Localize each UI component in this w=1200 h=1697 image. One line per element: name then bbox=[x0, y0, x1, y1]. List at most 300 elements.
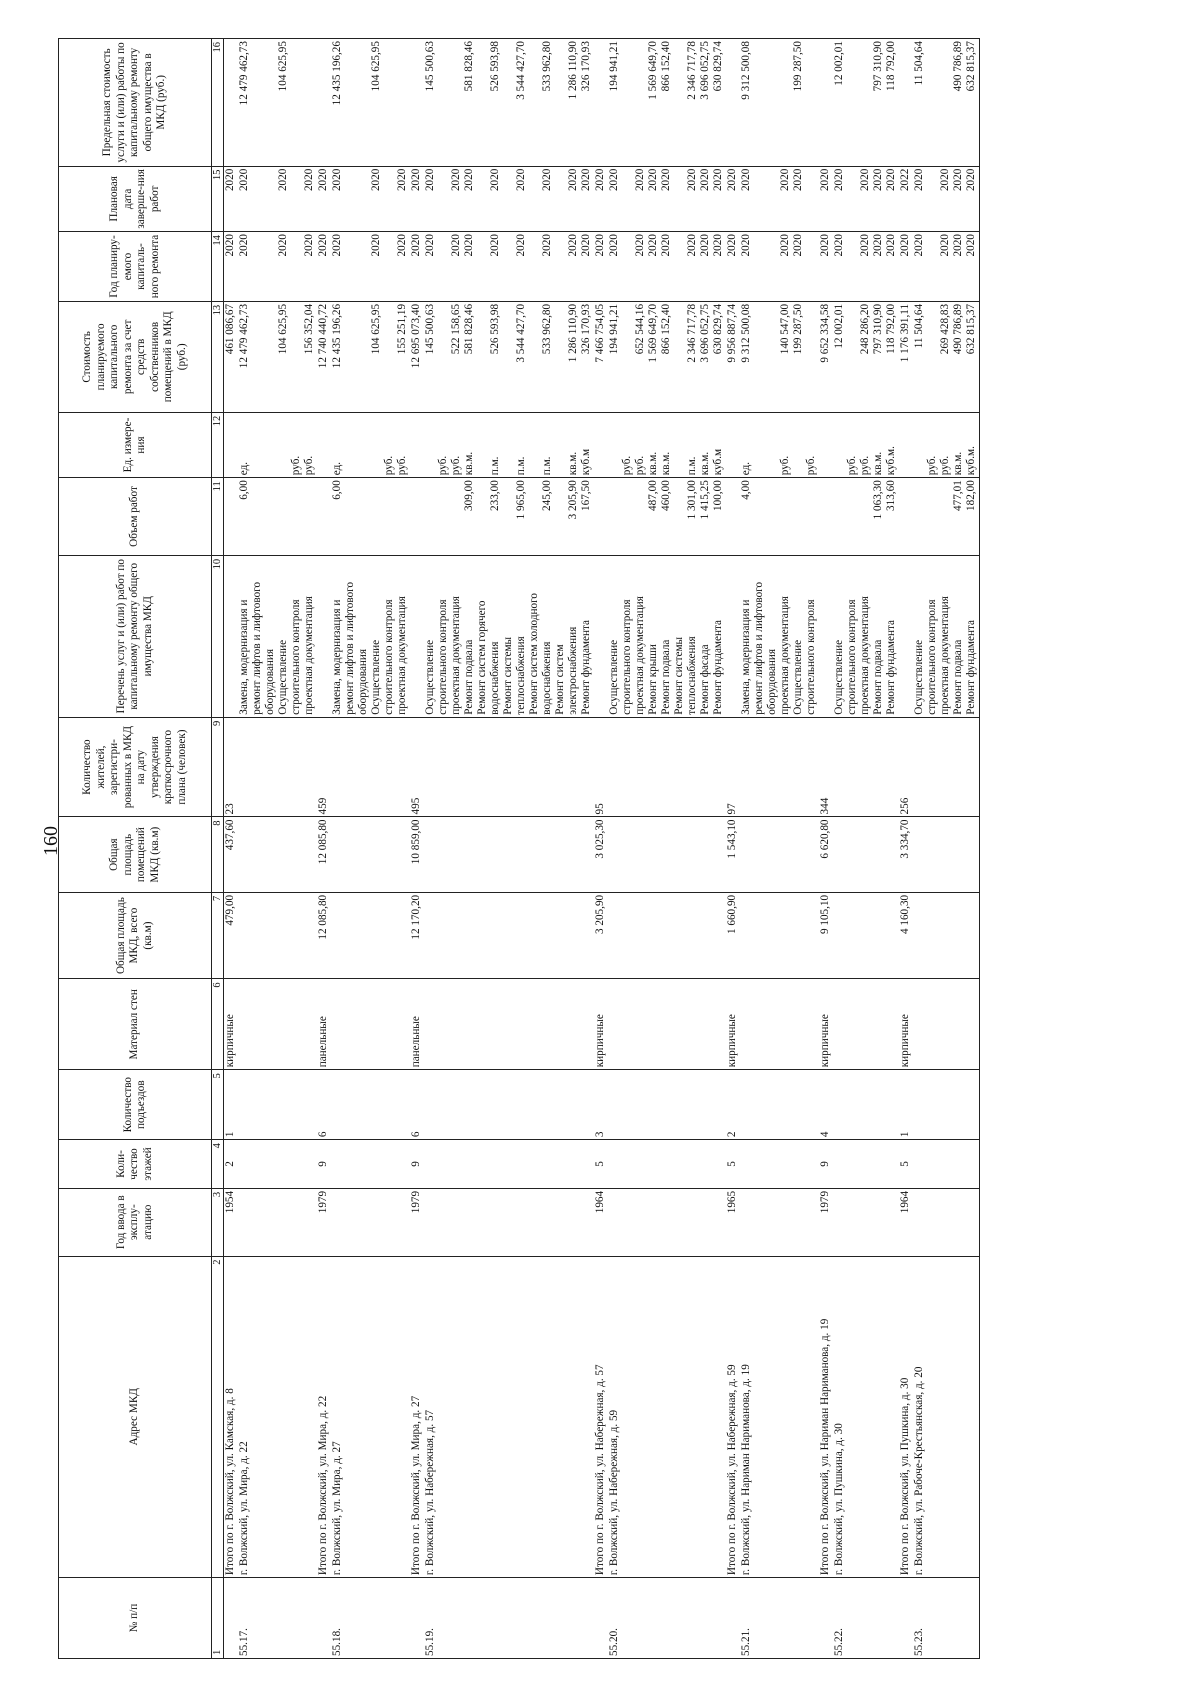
address bbox=[317, 1256, 331, 1578]
row-number bbox=[424, 1578, 594, 1659]
unit bbox=[317, 412, 331, 477]
address bbox=[224, 1256, 239, 1578]
area-total bbox=[913, 892, 980, 978]
volume bbox=[594, 478, 608, 556]
volume-value: 4,00 bbox=[740, 480, 752, 500]
unit-value: п.м. bbox=[686, 456, 698, 476]
unit-value: руб. bbox=[621, 455, 633, 476]
plan-year-value: 2020 bbox=[567, 234, 579, 257]
area-total-text: 9 105,10 bbox=[819, 894, 831, 935]
floors bbox=[317, 1140, 331, 1189]
residents bbox=[317, 717, 331, 817]
row-number-text: 55.23. bbox=[913, 1628, 925, 1656]
cost-value bbox=[290, 304, 303, 410]
area-rooms bbox=[224, 817, 239, 892]
end-date-value bbox=[554, 169, 567, 229]
work-item: Ремонт фундамента bbox=[580, 620, 592, 715]
unit-value: п.м. bbox=[489, 456, 501, 476]
column-header: Коли-чество этажей bbox=[59, 1140, 212, 1189]
cost-value: 630 829,74 bbox=[712, 303, 724, 355]
plan-year-value bbox=[673, 234, 686, 299]
volume-value bbox=[779, 480, 792, 553]
limit-cost-value: 1 569 649,70 bbox=[647, 41, 659, 100]
end-date bbox=[608, 166, 726, 231]
volume-value: 487,00 bbox=[647, 480, 659, 511]
column-number: 16 bbox=[212, 39, 224, 167]
column-header: Общая площадь МКД, всего (кв.м) bbox=[59, 892, 212, 978]
cost bbox=[224, 301, 239, 412]
column-number: 1 bbox=[212, 1578, 224, 1659]
work-item: теплоснабжения bbox=[515, 636, 527, 715]
cost bbox=[238, 301, 317, 412]
end-date-value: 2020 bbox=[885, 168, 897, 192]
column-number: 2 bbox=[212, 1256, 224, 1578]
plan-year-value: 2020 bbox=[463, 234, 475, 257]
limit-cost-value: 630 829,74 bbox=[712, 41, 724, 92]
area-total-text: 3 205,90 bbox=[594, 894, 606, 935]
limit-cost-value bbox=[383, 41, 396, 164]
work-item: Ремонт фундамента bbox=[965, 620, 977, 715]
end-date bbox=[424, 166, 594, 231]
address-text: Итого по г. Волжский, ул. Камская, д. 8 bbox=[224, 1388, 236, 1576]
works-list bbox=[726, 555, 740, 717]
plan-year-value: 2020 bbox=[792, 234, 804, 257]
volume-value bbox=[277, 480, 290, 553]
area-rooms bbox=[410, 817, 424, 892]
cost-value: 194 941,21 bbox=[608, 303, 620, 355]
floors-text: 9 bbox=[410, 1161, 422, 1167]
plan-year-value: 2020 bbox=[489, 234, 501, 257]
limit-cost bbox=[899, 39, 913, 167]
limit-cost-value: 533 962,80 bbox=[541, 41, 553, 92]
year-text: 1979 bbox=[317, 1190, 329, 1214]
address-text: Итого по г. Волжский, ул. Мира, д. 22 bbox=[317, 1395, 329, 1576]
limit-cost-value: 9 312 500,08 bbox=[740, 41, 752, 100]
floors bbox=[594, 1140, 608, 1189]
residents bbox=[726, 717, 740, 817]
volume bbox=[331, 478, 410, 556]
unit-value: руб. bbox=[383, 455, 395, 476]
volume-value bbox=[264, 480, 277, 553]
cost bbox=[331, 301, 410, 412]
limit-cost-value: 104 625,95 bbox=[277, 41, 289, 92]
works-list bbox=[913, 555, 980, 717]
page-number: 160 bbox=[40, 826, 62, 856]
row-number bbox=[594, 1578, 608, 1659]
floors bbox=[726, 1140, 740, 1189]
limit-cost-value: 12 002,01 bbox=[833, 41, 845, 86]
row-number bbox=[899, 1578, 913, 1659]
cost-value: 12 479 462,73 bbox=[238, 303, 250, 369]
wall-material bbox=[331, 979, 410, 1070]
work-item: Ремонт системы bbox=[673, 636, 685, 715]
unit-value: руб. bbox=[846, 455, 858, 476]
address-text: Итого по г. Волжский, ул. Нариман Нариманова, д. 19 bbox=[819, 1318, 831, 1576]
floors-text: 5 bbox=[594, 1161, 606, 1167]
work-item: Ремонт подвала bbox=[872, 639, 884, 715]
limit-cost-value: 1 286 110,90 bbox=[567, 41, 579, 100]
plan-year-value: 2020 bbox=[450, 234, 462, 257]
plan-year-value: 2020 bbox=[819, 234, 831, 257]
area-total bbox=[726, 892, 740, 978]
volume-value bbox=[383, 480, 396, 553]
cost-value bbox=[926, 304, 939, 410]
limit-cost bbox=[726, 39, 740, 167]
plan-year-value: 2020 bbox=[396, 234, 408, 257]
plan-year-value bbox=[437, 234, 450, 299]
address-text: г. Волжский, ул. Набережная, д. 59 bbox=[608, 1409, 620, 1576]
limit-cost-value: 104 625,95 bbox=[370, 41, 382, 92]
volume-value bbox=[766, 480, 779, 553]
end-date-value bbox=[766, 169, 779, 229]
limit-cost-value: 797 310,90 bbox=[872, 41, 884, 92]
residents bbox=[238, 717, 317, 817]
row-number-text: 55.20. bbox=[608, 1628, 620, 1656]
plan-year-value bbox=[528, 234, 541, 299]
cost-value: 145 500,63 bbox=[424, 303, 436, 355]
plan-year-value bbox=[290, 234, 303, 299]
unit-value: куб.м bbox=[580, 448, 592, 476]
commission-year bbox=[224, 1188, 239, 1256]
plan-year-value: 2020 bbox=[872, 234, 884, 257]
volume bbox=[819, 478, 833, 556]
plan-year bbox=[913, 232, 980, 302]
unit-value bbox=[502, 415, 515, 475]
limit-cost-value bbox=[673, 41, 686, 164]
cost-value: 9 312 500,08 bbox=[740, 303, 752, 363]
repair-plan-table bbox=[58, 38, 980, 1659]
area-total bbox=[594, 892, 608, 978]
cost-value: 522 158,65 bbox=[450, 303, 462, 355]
end-date-value bbox=[437, 169, 450, 229]
plan-year-value: 2020 bbox=[899, 234, 911, 257]
area-rooms-text: 6 620,80 bbox=[819, 819, 831, 859]
plan-year-value bbox=[753, 234, 766, 299]
volume-value bbox=[833, 480, 846, 553]
limit-cost-value bbox=[528, 41, 541, 164]
unit bbox=[224, 412, 239, 477]
end-date-value: 2020 bbox=[859, 168, 871, 192]
work-item: водоснабжения bbox=[541, 641, 553, 715]
residents-text: 95 bbox=[594, 803, 606, 815]
unit-value: руб. bbox=[396, 455, 408, 476]
entrances bbox=[424, 1070, 594, 1140]
column-header: Адрес МКД bbox=[59, 1256, 212, 1578]
area-rooms bbox=[899, 817, 913, 892]
end-date-value bbox=[357, 169, 370, 229]
unit bbox=[608, 412, 726, 477]
limit-cost bbox=[331, 39, 410, 167]
end-date-value: 2020 bbox=[370, 168, 382, 192]
cost-value: 797 310,90 bbox=[872, 303, 884, 355]
end-date-value: 2020 bbox=[712, 168, 724, 192]
row-number-text: 55.18. bbox=[331, 1628, 343, 1656]
work-item: проектная документация bbox=[779, 596, 791, 715]
unit bbox=[424, 412, 594, 477]
entrances bbox=[740, 1070, 819, 1140]
end-date-value bbox=[264, 169, 277, 229]
volume-value bbox=[859, 480, 872, 553]
plan-year bbox=[331, 232, 410, 302]
limit-cost-value bbox=[779, 41, 792, 164]
unit-value bbox=[370, 415, 383, 475]
cost bbox=[913, 301, 980, 412]
wall-material bbox=[608, 979, 726, 1070]
limit-cost-value: 2 346 717,78 bbox=[686, 41, 698, 100]
wall-material bbox=[317, 979, 331, 1070]
work-item: Ремонт крыши bbox=[647, 644, 659, 715]
plan-year-value bbox=[502, 234, 515, 299]
entrances bbox=[726, 1070, 740, 1140]
work-item: строительного контроля bbox=[621, 599, 633, 715]
limit-cost bbox=[819, 39, 833, 167]
unit bbox=[913, 412, 980, 477]
cost-value: 632 815,37 bbox=[965, 303, 977, 355]
work-item: проектная документация bbox=[634, 596, 646, 715]
end-date-value: 2020 bbox=[913, 168, 925, 192]
cost bbox=[410, 301, 424, 412]
volume-value bbox=[424, 480, 437, 553]
limit-cost bbox=[238, 39, 317, 167]
plan-year-value: 2020 bbox=[726, 234, 738, 257]
column-header: Год планиру-емого капиталь-ного ремонта bbox=[59, 232, 212, 302]
limit-cost-value: 145 500,63 bbox=[424, 41, 436, 92]
end-date-value: 2020 bbox=[686, 168, 698, 192]
area-rooms-text: 437,60 bbox=[224, 819, 236, 851]
work-item: Ремонт систем горячего bbox=[476, 600, 488, 715]
end-date-value bbox=[846, 169, 859, 229]
end-date-value: 2022 bbox=[899, 168, 911, 192]
plan-year bbox=[317, 232, 331, 302]
volume-value: 245,00 bbox=[541, 480, 553, 511]
end-date-value: 2020 bbox=[424, 168, 436, 192]
volume-value bbox=[396, 480, 409, 553]
address-text: г. Волжский, ул. Мира, д. 27 bbox=[331, 1441, 343, 1576]
object-row bbox=[238, 39, 317, 1659]
cost-value: 652 544,16 bbox=[634, 303, 646, 355]
residents bbox=[899, 717, 913, 817]
residents bbox=[331, 717, 410, 817]
volume-value bbox=[528, 480, 541, 553]
volume-value bbox=[290, 480, 303, 553]
limit-cost-value: 199 287,50 bbox=[792, 41, 804, 92]
works-list bbox=[331, 555, 410, 717]
floors-text: 9 bbox=[819, 1161, 831, 1167]
cost-value: 461 086,67 bbox=[224, 303, 236, 355]
entrances bbox=[913, 1070, 980, 1140]
residents bbox=[410, 717, 424, 817]
column-header: Плановая дата заверше-ния работ bbox=[59, 166, 212, 231]
entrances-text: 1 bbox=[224, 1131, 236, 1138]
limit-cost-value bbox=[303, 41, 316, 164]
volume-value: 6,00 bbox=[331, 480, 343, 500]
limit-cost-value bbox=[357, 41, 370, 164]
limit-cost bbox=[740, 39, 819, 167]
object-row bbox=[833, 39, 899, 1659]
unit-value: руб. bbox=[805, 455, 817, 476]
work-item: ремонт лифтов и лифтового bbox=[251, 581, 263, 715]
plan-year-value: 2020 bbox=[885, 234, 897, 257]
volume-value bbox=[437, 480, 450, 553]
address bbox=[726, 1256, 740, 1578]
cost-value bbox=[383, 304, 396, 410]
area-rooms bbox=[913, 817, 980, 892]
end-date-value bbox=[753, 169, 766, 229]
work-item: ремонт лифтов и лифтового bbox=[753, 581, 765, 715]
floors-text: 5 bbox=[899, 1161, 911, 1167]
end-date-value: 2020 bbox=[608, 168, 620, 192]
area-rooms bbox=[726, 817, 740, 892]
cost-value bbox=[846, 304, 859, 410]
plan-year-value: 2020 bbox=[331, 234, 343, 257]
volume-value: 309,00 bbox=[463, 480, 475, 511]
material-text: панельные bbox=[410, 1016, 422, 1068]
volume bbox=[224, 478, 239, 556]
unit-value: ед. bbox=[238, 461, 250, 476]
column-number: 12 bbox=[212, 412, 224, 477]
cost-value: 12 435 196,26 bbox=[331, 303, 343, 369]
work-item: Осуществление bbox=[833, 639, 845, 715]
plan-year-value: 2020 bbox=[303, 234, 315, 257]
volume bbox=[899, 478, 913, 556]
cost-value: 526 593,98 bbox=[489, 303, 501, 355]
plan-year-value: 2020 bbox=[859, 234, 871, 257]
volume-value: 233,00 bbox=[489, 480, 501, 511]
limit-cost-value bbox=[805, 41, 818, 164]
end-date-value bbox=[621, 169, 634, 229]
work-item: строительного контроля bbox=[290, 599, 302, 715]
plan-year-value: 2020 bbox=[608, 234, 620, 257]
address-text: г. Волжский, ул. Нариман Нариманова, д. 19 bbox=[740, 1364, 752, 1576]
year-text: 1964 bbox=[594, 1190, 606, 1214]
plan-year-value: 2020 bbox=[833, 234, 845, 257]
cost bbox=[608, 301, 726, 412]
cost-value bbox=[251, 304, 264, 410]
works-list bbox=[608, 555, 726, 717]
cost-value: 104 625,95 bbox=[277, 303, 289, 355]
residents-text: 256 bbox=[899, 797, 911, 815]
residents bbox=[594, 717, 608, 817]
unit-value bbox=[608, 415, 621, 475]
commission-year bbox=[913, 1188, 980, 1256]
end-date-value: 2020 bbox=[660, 168, 672, 192]
area-total bbox=[238, 892, 317, 978]
total-row bbox=[726, 39, 740, 1659]
work-item: Осуществление bbox=[792, 639, 804, 715]
plan-year-value bbox=[805, 234, 818, 299]
works-list bbox=[238, 555, 317, 717]
end-date-value: 2020 bbox=[740, 168, 752, 192]
cost-value: 7 466 754,05 bbox=[594, 303, 606, 363]
work-item: проектная документация bbox=[859, 596, 871, 715]
plan-year-value: 2020 bbox=[515, 234, 527, 257]
commission-year bbox=[594, 1188, 608, 1256]
floors bbox=[913, 1140, 980, 1189]
row-number bbox=[224, 1578, 239, 1659]
limit-cost bbox=[594, 39, 608, 167]
volume-value bbox=[251, 480, 264, 553]
end-date-value: 2020 bbox=[238, 168, 250, 192]
address bbox=[594, 1256, 608, 1578]
unit-value bbox=[554, 415, 567, 475]
work-item: Осуществление bbox=[608, 639, 620, 715]
plan-year-value: 2020 bbox=[238, 234, 250, 257]
column-number: 6 bbox=[212, 979, 224, 1070]
works-list bbox=[819, 555, 833, 717]
works-list bbox=[224, 555, 239, 717]
plan-year-value: 2020 bbox=[424, 234, 436, 257]
cost-value bbox=[357, 304, 370, 410]
limit-cost bbox=[913, 39, 980, 167]
area-total bbox=[331, 892, 410, 978]
volume-value: 167,50 bbox=[580, 480, 592, 511]
address-text: г. Волжский, ул. Набережная, д. 57 bbox=[424, 1409, 436, 1576]
limit-cost-value bbox=[437, 41, 450, 164]
volume-value bbox=[673, 480, 686, 553]
unit-value: руб. bbox=[303, 455, 315, 476]
wall-material bbox=[913, 979, 980, 1070]
floors bbox=[238, 1140, 317, 1189]
volume-value: 182,00 bbox=[965, 480, 977, 511]
plan-year-value: 2020 bbox=[634, 234, 646, 257]
cost-value: 12 002,01 bbox=[833, 303, 845, 349]
work-item: проектная документация bbox=[396, 596, 408, 715]
unit-value: кв.м. bbox=[872, 451, 884, 476]
limit-cost-value: 581 828,46 bbox=[463, 41, 475, 92]
commission-year bbox=[899, 1188, 913, 1256]
total-row bbox=[594, 39, 608, 1659]
volume-value bbox=[502, 480, 515, 553]
area-rooms bbox=[740, 817, 819, 892]
volume-value bbox=[608, 480, 621, 553]
plan-year-value: 2020 bbox=[317, 234, 329, 257]
object-row bbox=[424, 39, 594, 1659]
plan-year bbox=[224, 232, 239, 302]
volume-value bbox=[634, 480, 647, 553]
plan-year bbox=[410, 232, 424, 302]
unit-value: руб. bbox=[634, 455, 646, 476]
column-number-row bbox=[212, 39, 224, 1659]
entrances bbox=[331, 1070, 410, 1140]
work-item: Замена, модернизация и bbox=[331, 599, 343, 715]
cost-value: 490 786,89 bbox=[952, 303, 964, 355]
total-row bbox=[819, 39, 833, 1659]
limit-cost-value: 12 479 462,73 bbox=[238, 41, 250, 106]
cost bbox=[317, 301, 331, 412]
year-text: 1964 bbox=[899, 1190, 911, 1214]
unit-value: кв.м. bbox=[699, 451, 711, 476]
volume-value bbox=[753, 480, 766, 553]
row-number-text: 55.21. bbox=[740, 1628, 752, 1656]
column-number: 5 bbox=[212, 1070, 224, 1140]
row-number bbox=[740, 1578, 819, 1659]
wall-material bbox=[424, 979, 594, 1070]
entrances bbox=[224, 1070, 239, 1140]
address-text: Итого по г. Волжский, ул. Мира, д. 27 bbox=[410, 1395, 422, 1576]
area-rooms bbox=[594, 817, 608, 892]
commission-year bbox=[740, 1188, 819, 1256]
entrances bbox=[410, 1070, 424, 1140]
work-item: теплоснабжения bbox=[686, 636, 698, 715]
volume-value bbox=[805, 480, 818, 553]
address bbox=[899, 1256, 913, 1578]
entrances bbox=[317, 1070, 331, 1140]
floors bbox=[899, 1140, 913, 1189]
end-date-value: 2020 bbox=[515, 168, 527, 192]
column-number: 9 bbox=[212, 717, 224, 817]
volume-value bbox=[450, 480, 463, 553]
unit bbox=[740, 412, 819, 477]
